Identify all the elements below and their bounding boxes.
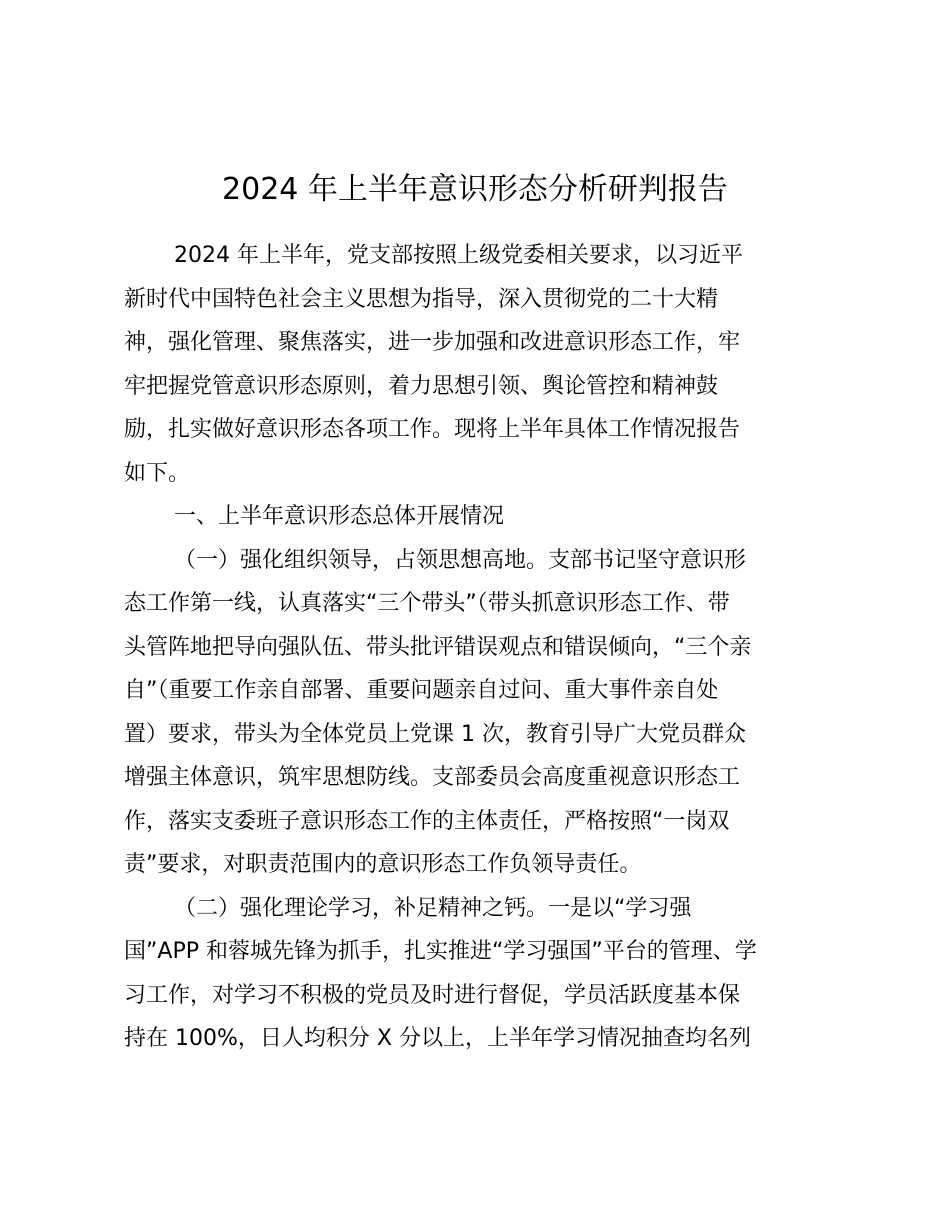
paragraph-line: 自”（重要工作亲自部署、重要问题亲自过问、重大事件亲自处 bbox=[124, 678, 719, 703]
paragraph-line: 责”要求，对职责范围内的意识形态工作负领导责任。 bbox=[124, 852, 642, 877]
paragraph-line: 态工作第一线，认真落实“三个带头”（带头抓意识形态工作、带 bbox=[124, 591, 730, 616]
paragraph-line: 神，强化管理、聚焦落实，进一步加强和改进意识形态工作，牢 bbox=[124, 330, 741, 355]
paragraph-line: 增强主体意识，筑牢思想防线。支部委员会高度重视意识形态工 bbox=[124, 765, 741, 790]
paragraph-line: 如下。 bbox=[124, 460, 191, 486]
paragraph-line: 习工作，对学习不积极的党员及时进行督促，学员活跃度基本保 bbox=[124, 982, 741, 1008]
document-title: 2024 年上半年意识形态分析研判报告 bbox=[222, 172, 728, 207]
section-heading: 一、上半年意识形态总体开展情况 bbox=[174, 504, 505, 529]
paragraph-line: （二）强化理论学习，补足精神之钙。一是以“学习强 bbox=[174, 895, 692, 921]
paragraph-line: （一）强化组织领导，占领思想高地。支部书记坚守意识形 bbox=[174, 547, 747, 573]
paragraph-line: 2024 年上半年，党支部按照上级党委相关要求，以习近平 bbox=[174, 243, 743, 268]
paragraph-line: 牢把握党管意识形态原则，着力思想引领、舆论管控和精神鼓 bbox=[124, 373, 719, 399]
paragraph-line: 头管阵地把导向强队伍、带头批评错误观点和错误倾向，“三个亲 bbox=[124, 634, 752, 660]
paragraph-line: 作，落实支委班子意识形态工作的主体责任，严格按照“一岗双 bbox=[124, 808, 730, 834]
paragraph-line: 新时代中国特色社会主义思想为指导，深入贯彻党的二十大精 bbox=[124, 286, 719, 312]
document-body bbox=[124, 234, 844, 1061]
paragraph-line: 持在 100%，日人均积分 X 分以上，上半年学习情况抽查均名列 bbox=[124, 1026, 751, 1051]
paragraph-line: 置）要求，带头为全体党员上党课 1 次，教育引导广大党员群众 bbox=[124, 721, 746, 747]
paragraph-line: 励，扎实做好意识形态各项工作。现将上半年具体工作情况报告 bbox=[124, 417, 741, 442]
paragraph-line: 国”APP 和蓉城先锋为抓手，扎实推进“学习强国”平台的管理、学 bbox=[124, 939, 757, 964]
